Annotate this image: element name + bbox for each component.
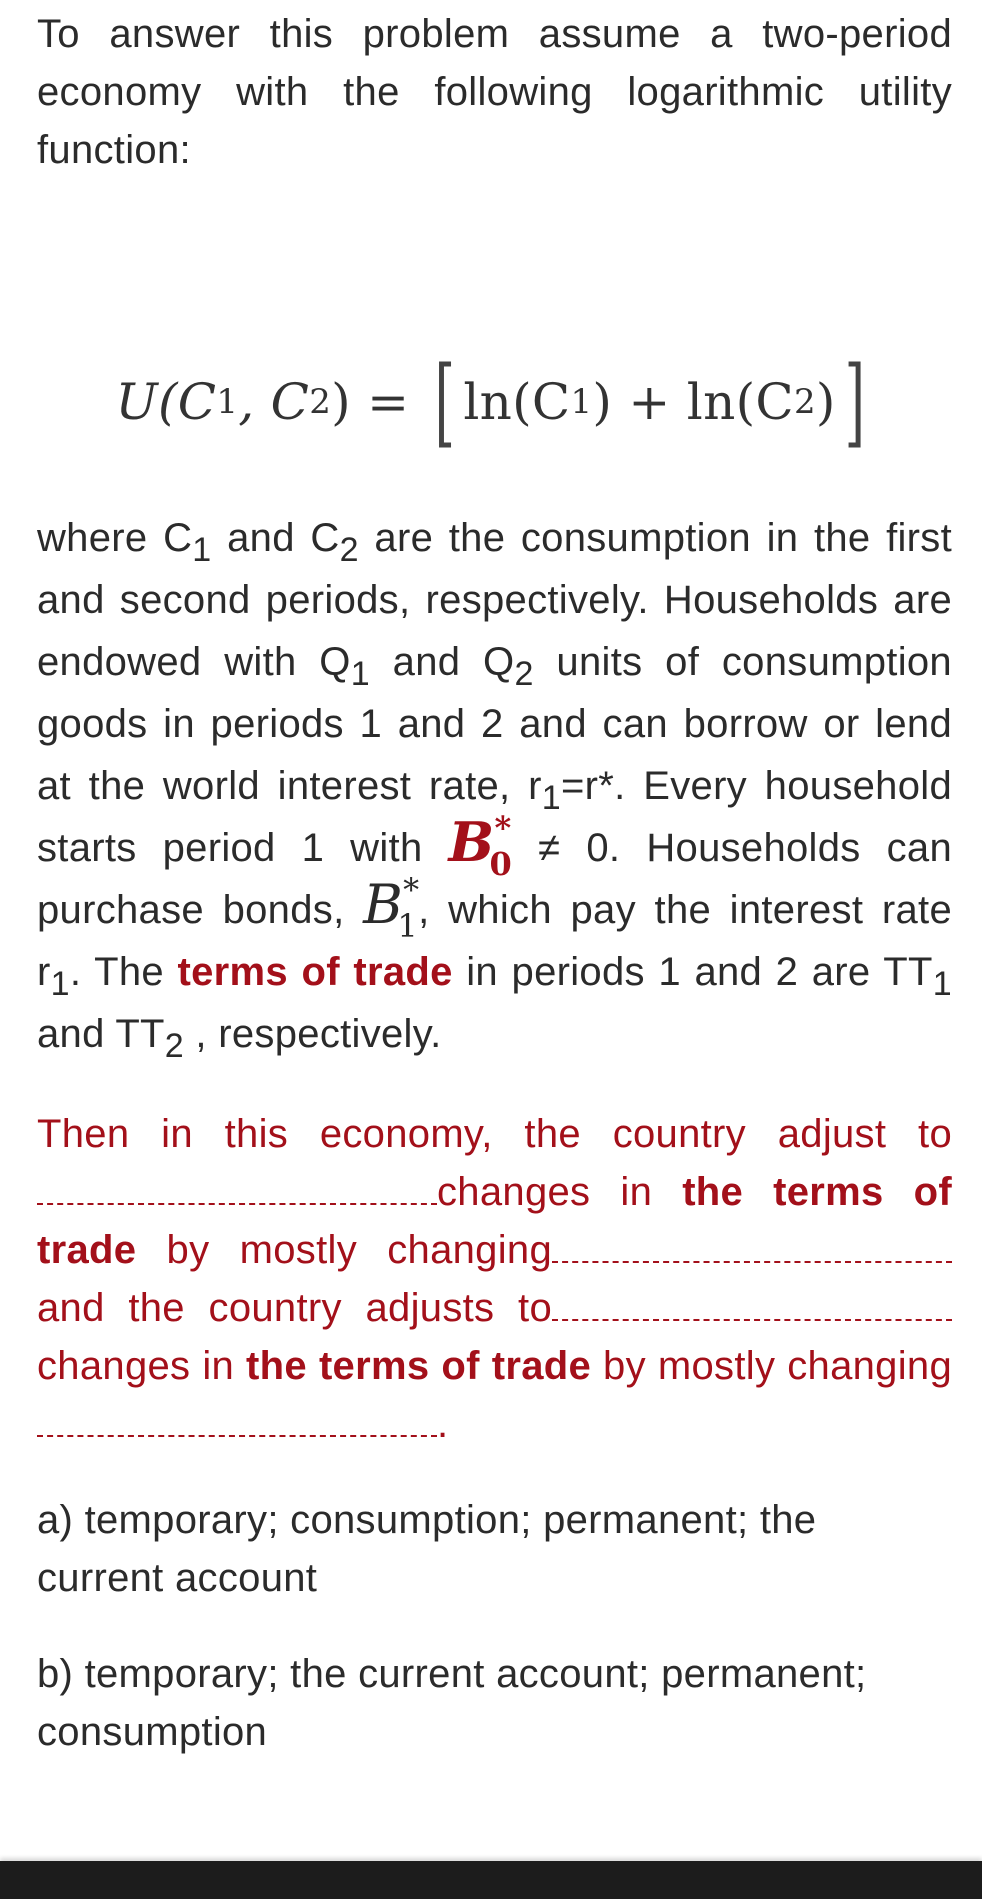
description-paragraph — [37, 507, 952, 1065]
formula-plus: ) + ln(C — [592, 373, 794, 431]
blank-1 — [37, 1199, 437, 1205]
desc-text: in periods 1 and 2 are TT — [452, 950, 933, 994]
question-text: . — [437, 1402, 449, 1446]
question-text: and the country adjusts to — [37, 1286, 552, 1330]
formula-close: ) — [815, 373, 836, 431]
desc-text: , respectively. — [184, 1012, 442, 1056]
desc-sub: 1 — [192, 531, 212, 569]
fill-in-question — [37, 1105, 952, 1453]
formula-ln1: ln(C — [463, 373, 571, 431]
desc-sub: 1 — [932, 965, 952, 1003]
formula-lhs-comma: , C — [238, 373, 310, 431]
desc-text: and TT — [37, 1012, 165, 1056]
desc-text: where C — [37, 516, 193, 560]
bond-b0-symbol — [448, 809, 513, 883]
desc-sub: 2 — [339, 531, 359, 569]
desc-text: . The — [69, 950, 178, 994]
desc-text: and C — [211, 516, 340, 560]
b1-sub: 1 — [397, 907, 419, 945]
b0-letter: B — [448, 810, 495, 874]
question-text: changes in — [37, 1344, 247, 1388]
right-bracket: ] — [844, 346, 865, 458]
question-text: changes in — [437, 1170, 683, 1214]
b0-sub: 0 — [489, 845, 513, 883]
bond-b1-symbol — [363, 871, 420, 945]
blank-2 — [552, 1257, 952, 1263]
question-content — [37, 0, 952, 1799]
desc-sub: 1 — [350, 655, 370, 693]
option-b[interactable]: b) temporary; the current account; permanent; consumption — [37, 1652, 867, 1754]
desc-text: are the consumption in the first and second periods, respectively. Households are endowed with Q — [37, 516, 953, 684]
terms-of-trade-highlight: the terms of trade — [246, 1344, 592, 1388]
desc-text: =r*. Every household starts period 1 with — [37, 764, 952, 870]
intro-text: To answer this problem assume a two-period economy with the following logarithmic utility function: — [37, 12, 952, 172]
desc-sub: 1 — [541, 779, 561, 817]
b0-sup: * — [494, 809, 512, 847]
question-text: by mostly changing — [591, 1344, 952, 1388]
blank-3 — [552, 1315, 952, 1321]
desc-sub: 1 — [50, 965, 70, 1003]
formula-lhs-close: ) = — [331, 373, 410, 431]
utility-formula: U(C 1 , C 2 ) = [ ln(C 1 ) + ln(C 2 ) ] — [115, 346, 865, 458]
b1-letter: B — [363, 873, 404, 936]
left-bracket: [ — [434, 346, 455, 458]
question-text: by mostly changing — [136, 1228, 552, 1272]
question-text: Then in this economy, the country adjust to — [37, 1112, 952, 1156]
blank-4 — [37, 1431, 437, 1437]
answer-options — [37, 1491, 952, 1761]
terms-of-trade-highlight: terms of trade — [177, 950, 453, 994]
bottom-bar — [0, 1861, 982, 1899]
desc-text: ≠ 0. Households can purchase bonds, — [37, 826, 952, 932]
desc-text: and Q — [369, 640, 515, 684]
terms-of-trade-highlight: the terms of trade — [37, 1170, 953, 1272]
formula-lhs: U(C — [115, 373, 217, 431]
desc-sub: 2 — [164, 1027, 185, 1065]
desc-text: , which pay the interest rate r — [37, 888, 952, 994]
option-a[interactable]: a) temporary; consumption; permanent; the current account — [37, 1498, 817, 1600]
b1-sup: * — [403, 871, 420, 909]
desc-text: units of consumption goods in periods 1 and 2 and can borrow or lend at the world interest rate, r — [37, 640, 952, 808]
desc-sub: 2 — [514, 655, 534, 693]
